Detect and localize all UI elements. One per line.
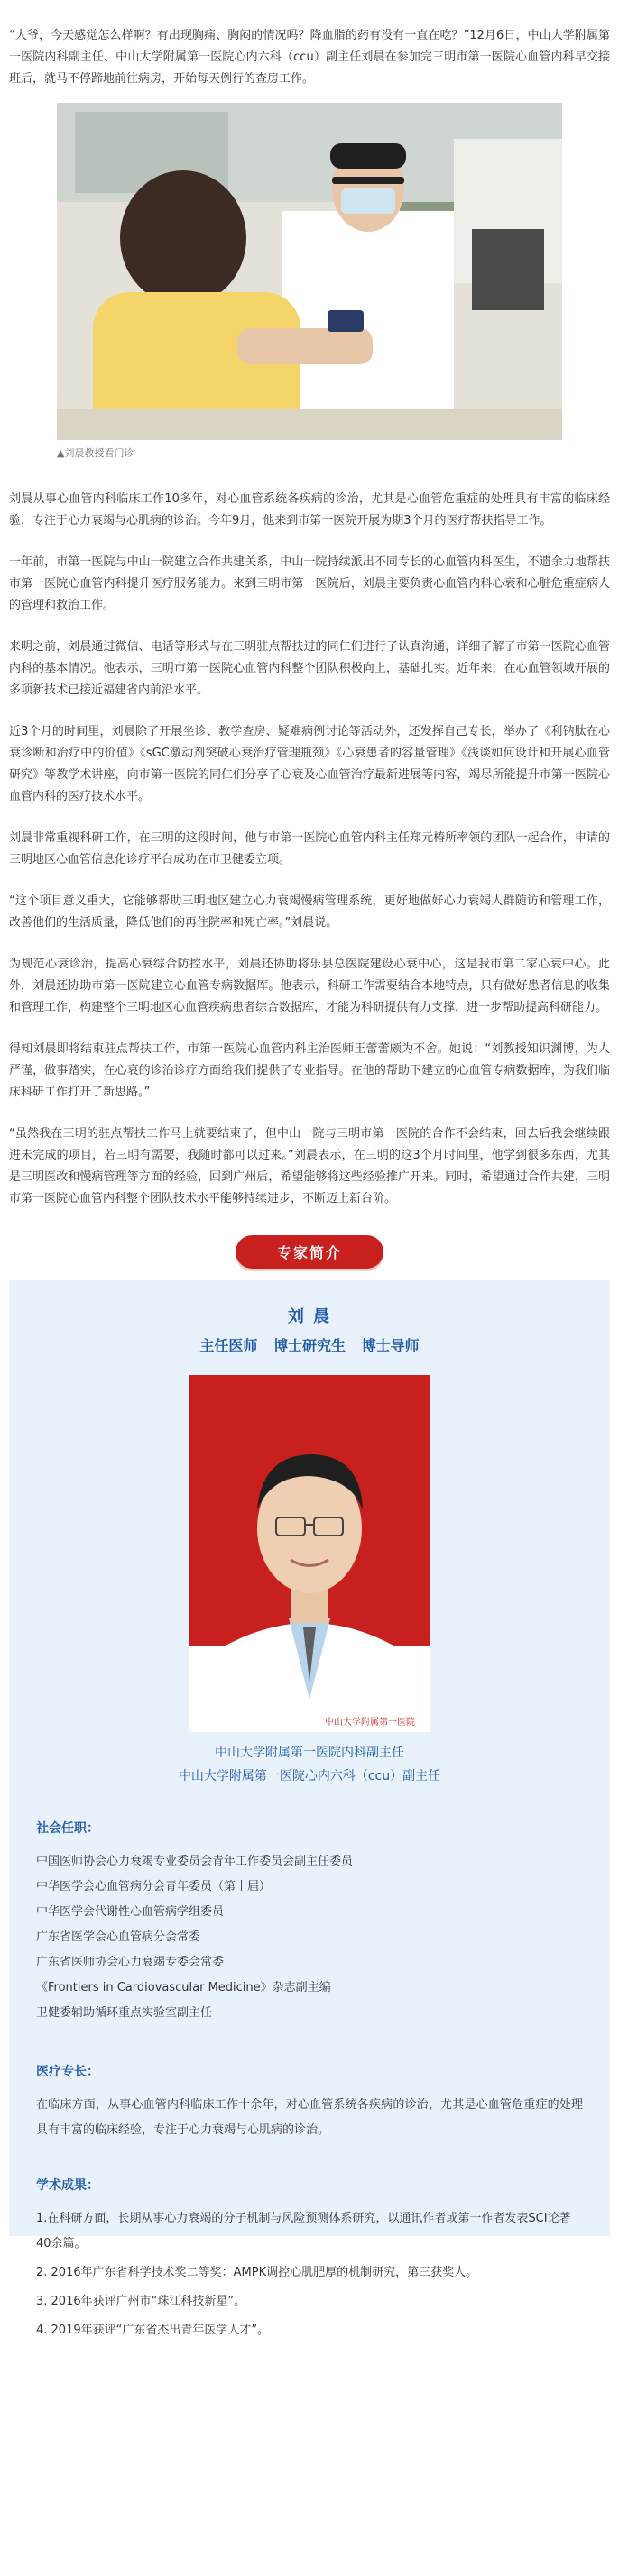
- clinic-photo: [57, 103, 562, 440]
- article: [0, 0, 619, 1210]
- section-title: 专家简介: [236, 1235, 383, 1269]
- list-item: 中华医学会心血管病分会青年委员（第十届）: [36, 1880, 272, 1893]
- expert-affiliations: [36, 1741, 583, 1788]
- list-item: 2. 2016年广东省科学技术奖二等奖：AMPK调控心肌肥厚的机制研究，第三获奖人。: [36, 2266, 478, 2279]
- list-item: 3. 2016年获评广州市“珠江科技新星”。: [36, 2295, 246, 2308]
- body-paragraph: 刘晨从事心血管内科临床工作10多年，对心血管系统各疾病的诊治，尤其是心血管危重症的处理具有丰富的临床经验，专注于心力衰竭与心肌病的诊治。今年9月，他来到市第一医院开展为期3个月的医疗帮扶指导工作。: [9, 492, 610, 527]
- roles-heading: 社会任职：: [36, 1821, 99, 1836]
- expert-title: 主任医师: [199, 1337, 258, 1354]
- list-item: 广东省医学会心血管病分会常委: [36, 1930, 201, 1944]
- expert-profile-card: [9, 1280, 610, 2337]
- expert-name: 刘 晨: [287, 1307, 332, 1326]
- body-paragraph: 一年前，市第一医院与中山一院建立合作共建关系，中山一院持续派出不同专长的心血管内科医生，不遗余力地帮扶市第一医院心血管内科提升医疗服务能力。来到三明市第一医院后，刘晨主要负责心血管内科心衰和心脏危重症病人的管理和救治工作。: [9, 555, 610, 612]
- achievements-heading: 学术成果：: [36, 2178, 99, 2193]
- section-title-wrap: [0, 1230, 619, 1273]
- body-paragraph: 近3个月的时间里，刘晨除了开展坐诊、教学查房、疑难病例讨论等活动外，还发挥自己专长，举办了《利钠肽在心衰诊断和治疗中的价值》《sGC激动剂突破心衰治疗管理瓶颈》《心衰患者的容量管理》《浅谈如何设计和开展心血管研究》等教学术讲座，向市第一医院的同仁们分享了心衰及心血管治疗最新进展等内容，竭尽所能提升市第一医院心血管内科的医疗技术水平。: [9, 725, 610, 803]
- affiliation-line: 中山大学附属第一医院心内六科（ccu）副主任: [178, 1769, 441, 1783]
- clinic-photo-wrap: [57, 103, 562, 460]
- expert-portrait: [189, 1375, 430, 1732]
- body-paragraph: “虽然我在三明的驻点帮扶工作马上就要结束了，但中山一院与三明市第一医院的合作不会结束，回去后我会继续跟进未完成的项目，若三明有需要，我随时都可以过来。”刘晨表示，在三明的这3个月时间里，他学到很多东西，尤其是三明医改和慢病管理等方面的经验，回到广州后，希望能够将这些经验推广开来。同时，希望通过合作共建，三明市第一医院心血管内科整个团队技术水平能够持续进步，不断迈上新台阶。: [9, 1127, 610, 1205]
- intro-paragraph: “大爷，今天感觉怎么样啊？有出现胸痛、胸闷的情况吗？降血脂的药有没有一直在吃？”12月6日，中山大学附属第一医院内科副主任、中山大学附属第一医院心内六科（ccu）副主任刘晨在参加完三明市第一医院心血管内科早交接班后，就马不停蹄地前往病房，开始每天例行的查房工作。: [9, 29, 610, 86]
- body-paragraph: 得知刘晨即将结束驻点帮扶工作，市第一医院心血管内科主治医师王蕾蕾颇为不舍。她说：“刘教授知识渊博，为人严谨，做事踏实，在心衰的诊治诊疗方面给我们提供了专业指导。在他的帮助下建立的心血管专病数据库，为我们临床科研工作打开了新思路。”: [9, 1042, 610, 1099]
- list-item: 广东省医师协会心力衰竭专委会常委: [36, 1956, 225, 1969]
- specialty-text: 在临床方面，从事心血管内科临床工作十余年，对心血管系统各疾病的诊治，尤其是心血管危重症的处理具有丰富的临床经验，专注于心力衰竭与心肌病的诊治。: [36, 2098, 583, 2137]
- body-paragraph: 刘晨非常重视科研工作，在三明的这段时间，他与市第一医院心血管内科主任郑元椿所率领的团队一起合作，申请的三明地区心血管信息化诊疗平台成功在市卫健委立项。: [9, 831, 610, 866]
- specialty-heading: 医疗专长：: [36, 2065, 99, 2079]
- expert-title: 博士研究生: [273, 1337, 346, 1354]
- roles-list: [36, 1849, 583, 2026]
- affiliation-line: 中山大学附属第一医院内科副主任: [215, 1746, 404, 1760]
- list-item: 1.在科研方面，长期从事心力衰竭的分子机制与风险预测体系研究，以通讯作者或第一作者发表SCI论著40余篇。: [36, 2212, 571, 2251]
- list-item: 卫健委辅助循环重点实验室副主任: [36, 2006, 213, 2020]
- body-paragraph: 为规范心衰诊治，提高心衰综合防控水平，刘晨还协助将乐县总医院建设心衰中心，这是我市第二家心衰中心。此外，刘晨还协助市第一医院建立心血管专病数据库。他表示，科研工作需要结合本地特点，只有做好患者信息的收集和管理工作，构建整个三明地区心血管疾病患者综合数据库，才能为科研提供有力支撑，进一步帮助提高科研能力。: [9, 958, 610, 1014]
- body-paragraph: “这个项目意义重大，它能够帮助三明地区建立心力衰竭慢病管理系统，更好地做好心力衰竭人群随访和管理工作，改善他们的生活质量，降低他们的再住院率和死亡率。”刘晨说。: [9, 894, 610, 930]
- expert-title: 博士导师: [361, 1337, 420, 1354]
- list-item: 4. 2019年获评“广东省杰出青年医学人才”。: [36, 2324, 270, 2337]
- list-item: 中国医师协会心力衰竭专业委员会青年工作委员会副主任委员: [36, 1855, 354, 1868]
- list-item: 《Frontiers in Cardiovascular Medicine》杂志副主编: [36, 1981, 331, 1994]
- body-paragraph: 来明之前，刘晨通过微信、电话等形式与在三明驻点帮扶过的同仁们进行了认真沟通，详细了解了市第一医院心血管内科的基本情况。他表示，三明市第一医院心血管内科整个团队积极向上，基础扎实。近年来，在心血管领域开展的多项新技术已接近福建省内前沿水平。: [9, 640, 610, 697]
- portrait-logo-text: 中山大学附属第一医院: [325, 1718, 415, 1728]
- achievements-list: [36, 2206, 583, 2343]
- list-item: 中华医学会代谢性心血管病学组委员: [36, 1905, 225, 1919]
- expert-titles: [36, 1334, 583, 1355]
- photo-caption: ▲刘晨教授看门诊: [57, 447, 134, 459]
